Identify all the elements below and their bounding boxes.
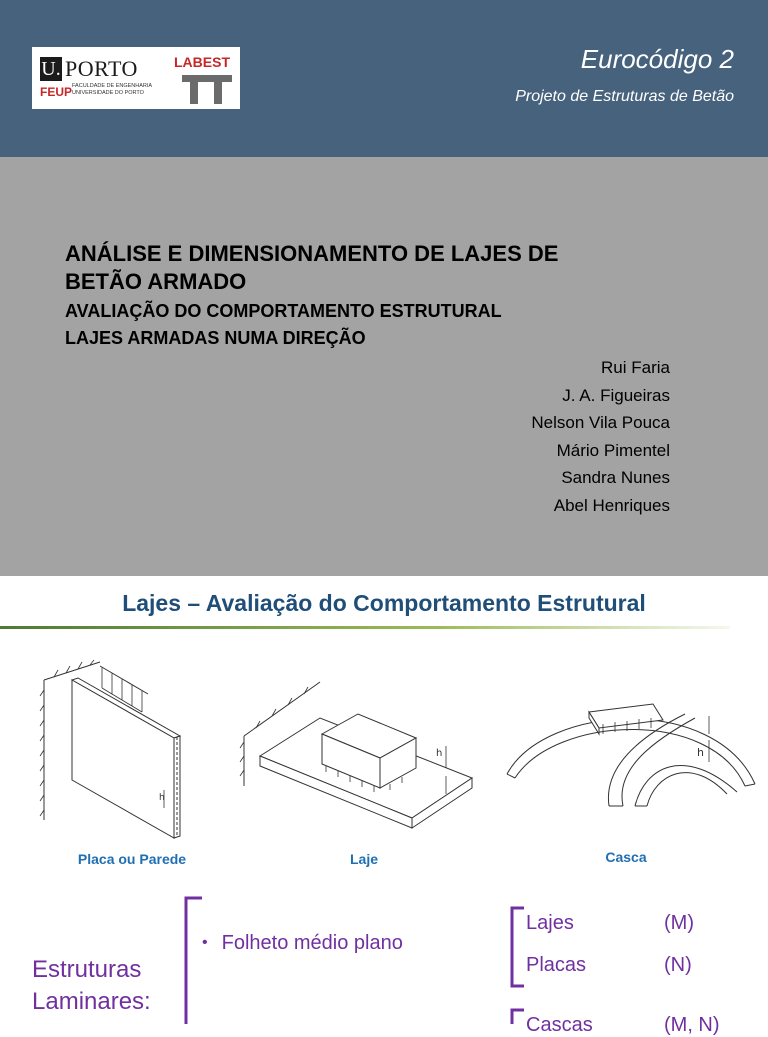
- feup-sub-line1: FACULDADE DE ENGENHARIA: [72, 83, 153, 89]
- right-brace-upper: [508, 906, 526, 988]
- item-lajes-effect: (M): [664, 912, 694, 934]
- feup-subtitle: [72, 83, 152, 97]
- caption-laje: Laje: [349, 851, 378, 867]
- feup-wordmark: FEUP: [40, 85, 73, 99]
- left-brace: [180, 896, 204, 1024]
- content-slide: [0, 576, 768, 1036]
- presentation-title: [65, 240, 685, 296]
- bullet-text: Folheto médio plano: [221, 932, 403, 954]
- labest-wordmark: LABEST: [174, 54, 230, 70]
- estruturas-laminares-label: [32, 954, 151, 1018]
- author: Mário Pimentel: [556, 440, 670, 460]
- estruturas-line-2: Laminares:: [32, 988, 151, 1015]
- author: Nelson Vila Pouca: [531, 413, 670, 433]
- title-line-1: ANÁLISE E DIMENSIONAMENTO DE LAJES DE: [65, 241, 559, 266]
- caption-casca: Casca: [605, 849, 647, 865]
- author: Abel Henriques: [553, 495, 670, 515]
- labest-icon: [182, 73, 232, 105]
- author: Sandra Nunes: [561, 468, 670, 488]
- item-cascas-effect: (M, N): [664, 1014, 720, 1036]
- estruturas-line-1: Estruturas: [32, 956, 142, 983]
- right-brace-lower: [508, 1008, 526, 1024]
- bullet-folheto-plano: [202, 932, 403, 955]
- header-title: Eurocódigo 2: [580, 44, 734, 74]
- item-lajes-name: Lajes: [526, 912, 574, 934]
- casca-figure: [505, 694, 760, 824]
- slide-header: [0, 0, 768, 157]
- uporto-labest-logo: [32, 47, 240, 109]
- placa-figure: [40, 660, 190, 850]
- title-underline: [0, 626, 730, 629]
- item-placas-effect: (N): [664, 954, 692, 976]
- header-subtitle: Projeto de Estruturas de Betão: [515, 88, 734, 105]
- placa-h-label: h: [159, 793, 165, 803]
- bullet-dot-icon: •: [202, 934, 208, 951]
- subtitle-line-2: LAJES ARMADAS NUMA DIREÇÃO: [65, 328, 366, 348]
- author-list: [531, 354, 670, 520]
- laje-figure: [240, 676, 480, 836]
- casca-h-label: h: [697, 746, 704, 759]
- item-placas-name: Placas: [526, 954, 587, 976]
- feup-sub-line2: UNIVERSIDADE DO PORTO: [72, 90, 144, 96]
- laje-h-label: h: [436, 748, 443, 759]
- presentation-subtitle: [65, 298, 685, 352]
- slide-title: Lajes – Avaliação do Comportamento Estrutural: [122, 590, 646, 616]
- subtitle-line-1: AVALIAÇÃO DO COMPORTAMENTO ESTRUTURAL: [65, 301, 502, 321]
- author: J. A. Figueiras: [562, 385, 670, 405]
- item-cascas-name: Cascas: [526, 1014, 593, 1036]
- author: Rui Faria: [601, 358, 670, 377]
- caption-placa: Placa ou Parede: [77, 851, 187, 867]
- porto-wordmark: PORTO: [65, 56, 138, 81]
- title-line-2: BETÃO ARMADO: [65, 269, 247, 294]
- u-letter-mark: U.: [41, 58, 61, 80]
